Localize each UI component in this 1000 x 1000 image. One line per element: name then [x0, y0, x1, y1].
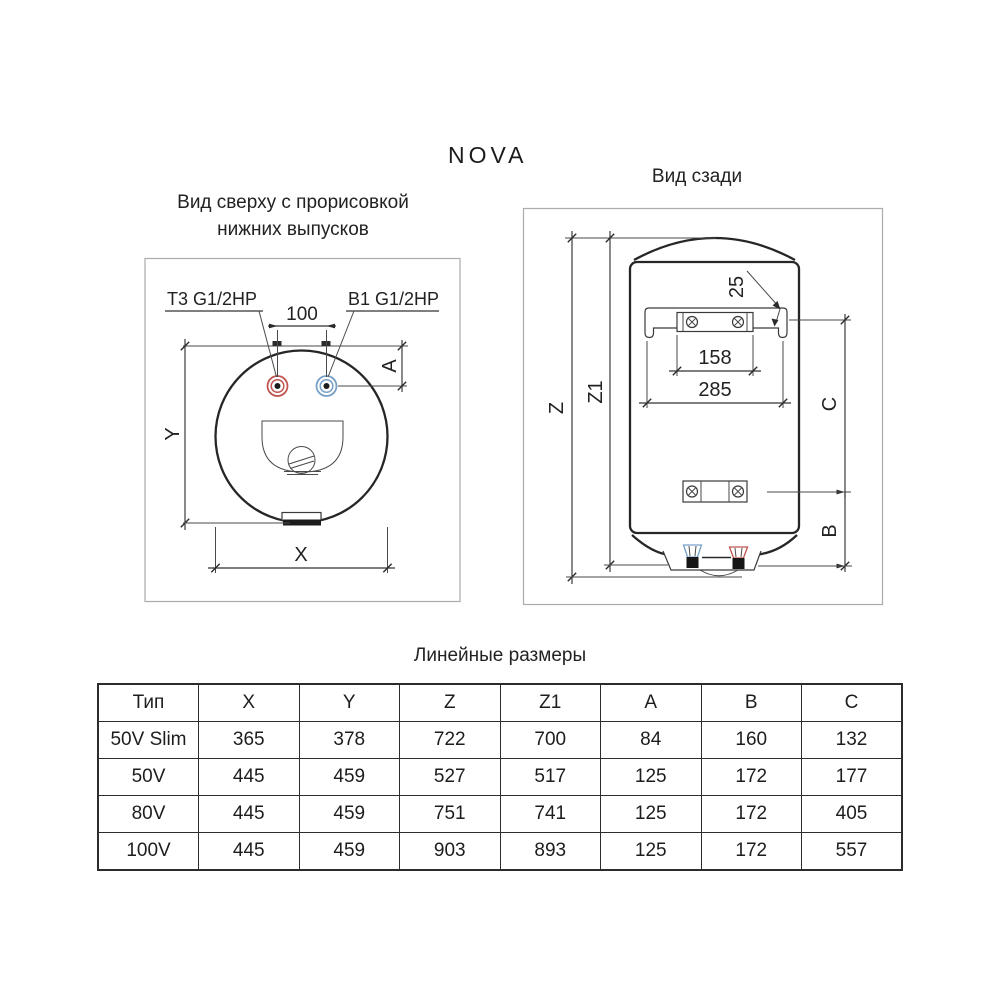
cell-x: 365	[199, 722, 300, 759]
dim-285-value: 285	[698, 379, 732, 401]
cell-z1: 700	[500, 722, 601, 759]
cell-y: 378	[299, 722, 400, 759]
cold-port	[317, 376, 337, 396]
cell-c: 132	[802, 722, 903, 759]
cell-type: 50V Slim	[98, 722, 199, 759]
rear-view-caption: Вид сзади	[651, 166, 743, 187]
table-title: Линейные размеры	[413, 645, 587, 666]
table-row	[98, 759, 902, 796]
dim-y-label: Y	[162, 427, 184, 441]
cell-x: 445	[199, 759, 300, 796]
cell-c: 405	[802, 796, 903, 833]
dim-b-label: B	[819, 524, 841, 538]
col-header-z1: Z1	[500, 684, 601, 722]
rear-view-drawing	[521, 206, 886, 607]
top-view-caption-line2: нижних выпусков	[217, 219, 369, 240]
top-view-drawing	[142, 255, 464, 605]
screw	[733, 317, 744, 328]
cell-type: 80V	[98, 796, 199, 833]
cell-a: 125	[601, 796, 702, 833]
hot-port	[268, 376, 288, 396]
cell-z: 722	[400, 722, 501, 759]
cell-y: 459	[299, 833, 400, 871]
dim-z-label: Z	[546, 401, 568, 415]
cell-c: 557	[802, 833, 903, 871]
dim-a-label: A	[379, 359, 401, 373]
cell-x: 445	[199, 796, 300, 833]
table-header-row	[98, 684, 902, 722]
cell-a: 125	[601, 833, 702, 871]
cell-z: 751	[400, 796, 501, 833]
cell-z: 903	[400, 833, 501, 871]
cold-port-label: В1 G1/2HP	[348, 289, 440, 309]
dim-port-spacing-value: 100	[286, 304, 318, 325]
col-header-type: Тип	[98, 684, 199, 722]
cell-x: 445	[199, 833, 300, 871]
cell-b: 172	[701, 796, 802, 833]
lower-bracket	[683, 481, 747, 502]
table-row	[98, 833, 902, 871]
cell-type: 50V	[98, 759, 199, 796]
cell-b: 172	[701, 833, 802, 871]
cell-z1: 517	[500, 759, 601, 796]
cell-b: 172	[701, 759, 802, 796]
cell-z: 527	[400, 759, 501, 796]
bottom-bracket	[282, 513, 321, 526]
screw	[687, 486, 698, 497]
col-header-a: A	[601, 684, 702, 722]
screw	[687, 317, 698, 328]
cell-y: 459	[299, 759, 400, 796]
cell-y: 459	[299, 796, 400, 833]
cell-z1: 741	[500, 796, 601, 833]
top-view-caption-line1: Вид сверху с прорисовкой	[177, 192, 409, 213]
dim-c-label: C	[819, 396, 841, 412]
col-header-y: Y	[299, 684, 400, 722]
dim-25-value: 25	[726, 275, 748, 299]
table-row	[98, 722, 902, 759]
table-row	[98, 796, 902, 833]
cell-a: 84	[601, 722, 702, 759]
cell-c: 177	[802, 759, 903, 796]
dim-x-label: X	[294, 544, 308, 566]
page-title: NOVA	[448, 142, 528, 168]
dimensions-table	[97, 683, 903, 871]
col-header-z: Z	[400, 684, 501, 722]
cell-b: 160	[701, 722, 802, 759]
screw	[733, 486, 744, 497]
col-header-b: B	[701, 684, 802, 722]
dim-158-value: 158	[698, 347, 732, 369]
cell-a: 125	[601, 759, 702, 796]
col-header-x: X	[199, 684, 300, 722]
dim-z1-label: Z1	[585, 380, 607, 404]
hot-port-label: Т3 G1/2HP	[167, 289, 258, 309]
cell-type: 100V	[98, 833, 199, 871]
top-view-caption	[143, 189, 443, 243]
cell-z1: 893	[500, 833, 601, 871]
col-header-c: C	[802, 684, 903, 722]
